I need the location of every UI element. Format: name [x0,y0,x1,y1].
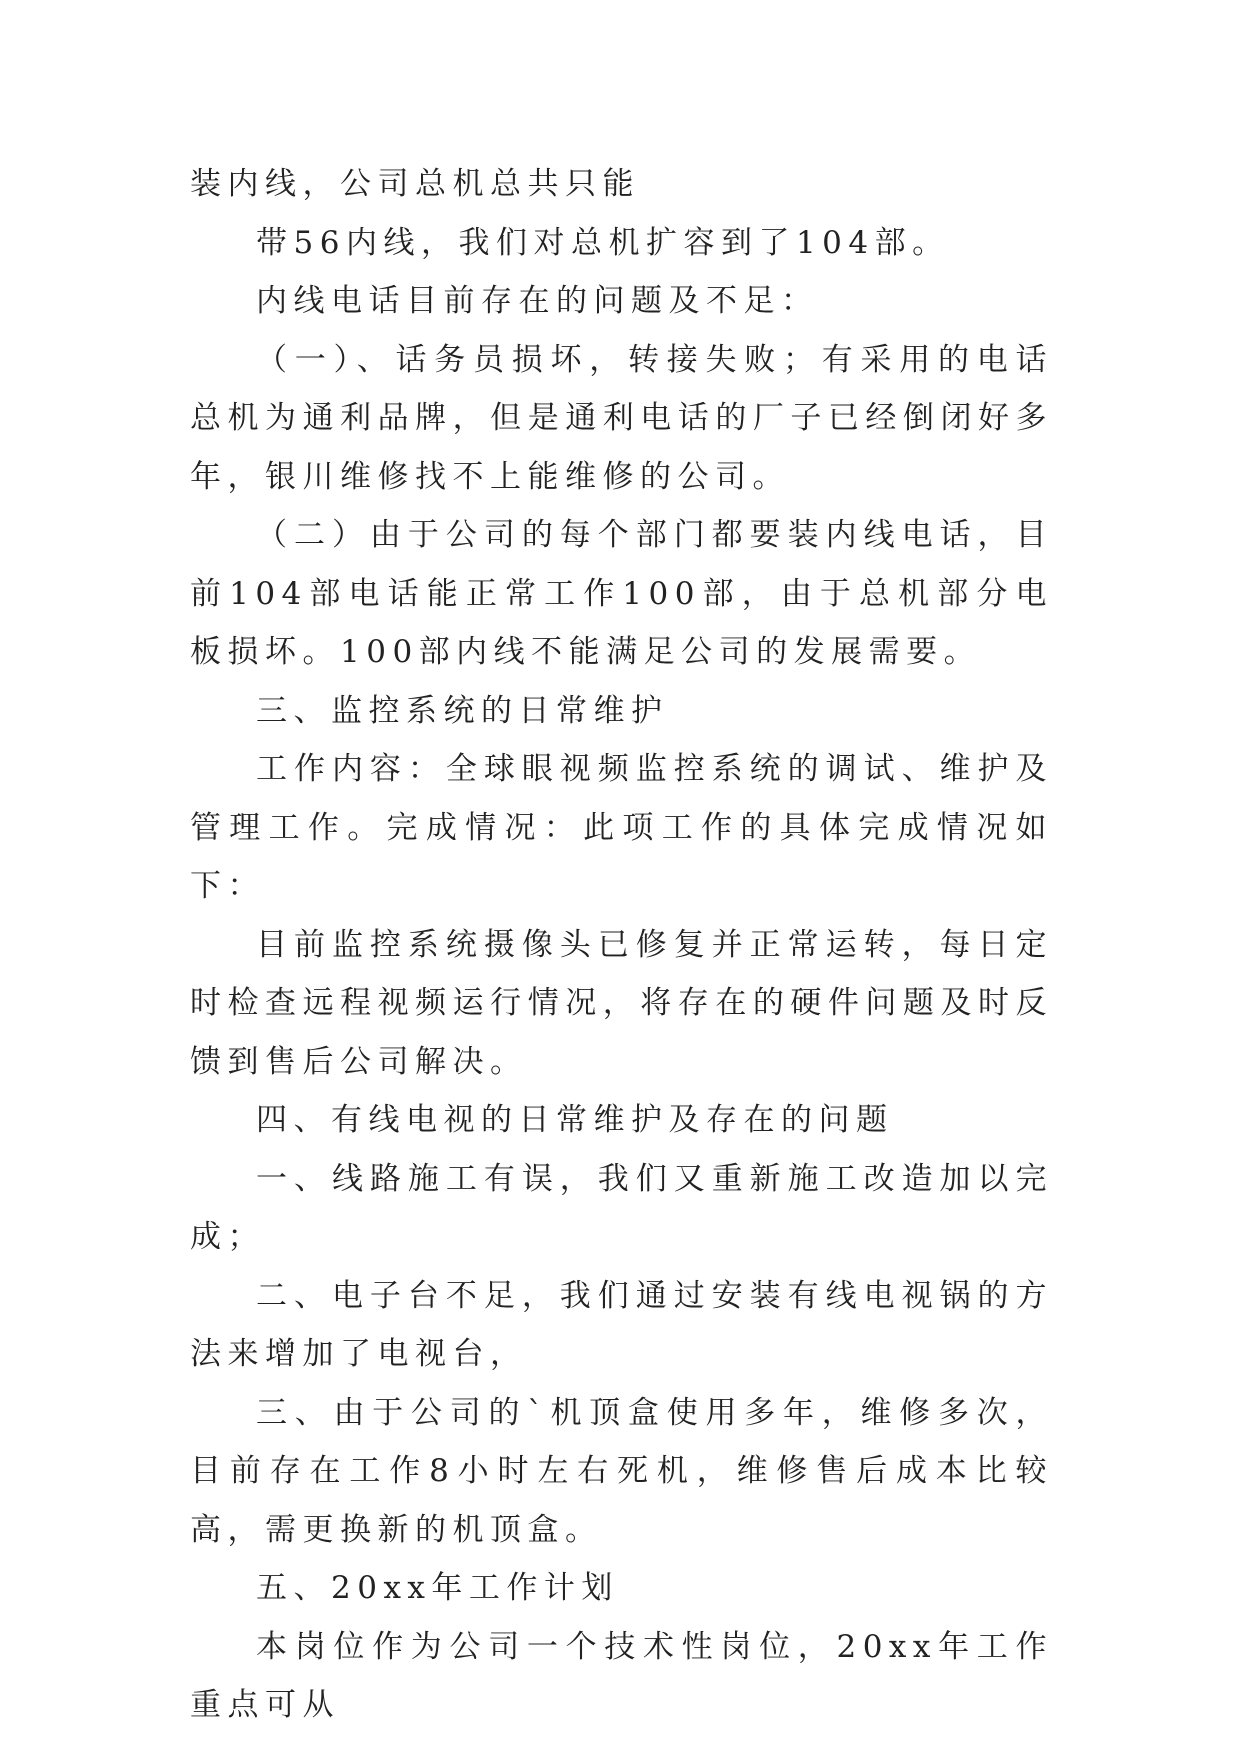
paragraph-problem-one: （一）、话务员损坏，转接失败；有采用的电话总机为通利品牌，但是通利电话的厂子已经倒闭好多年，银川维修找不上能维修的公司。 [190,341,1053,495]
paragraph-problems-heading: 内线电话目前存在的问题及不足： [256,283,819,319]
document-page [190,155,1053,1735]
paragraph-monitoring-status: 目前监控系统摄像头已修复并正常运转，每日定时检查远程视频运行情况，将存在的硬件问题及时反馈到售后公司解决。 [190,926,1053,1080]
section-heading-cable-tv: 四、有线电视的日常维护及存在的问题 [256,1102,894,1138]
paragraph-problem-two: （二）由于公司的每个部门都要装内线电话，目前104部电话能正常工作100部，由于总机部分电板损坏。100部内线不能满足公司的发展需要。 [190,517,1053,670]
paragraph-cable-tv-one: 一、线路施工有误，我们又重新施工改造加以完成； [190,1160,1053,1255]
paragraph-continuation: 装内线，公司总机总共只能 [190,166,640,202]
paragraph-work-plan: 本岗位作为公司一个技术性岗位，20xx年工作重点可从 [190,1628,1053,1723]
section-heading-monitoring: 三、监控系统的日常维护 [256,692,669,729]
section-heading-work-plan: 五、20xx年工作计划 [256,1570,619,1606]
paragraph-extension-count: 带56内线，我们对总机扩容到了104部。 [256,224,950,261]
paragraph-monitoring-content: 工作内容：全球眼视频监控系统的调试、维护及管理工作。完成情况：此项工作的具体完成情况如下： [190,751,1053,904]
paragraph-cable-tv-three: 三、由于公司的`机顶盒使用多年，维修多次，目前存在工作8小时左右死机，维修售后成本比较高，需更换新的机顶盒。 [190,1394,1053,1548]
paragraph-cable-tv-two: 二、电子台不足，我们通过安装有线电视锅的方法来增加了电视台， [190,1277,1053,1372]
